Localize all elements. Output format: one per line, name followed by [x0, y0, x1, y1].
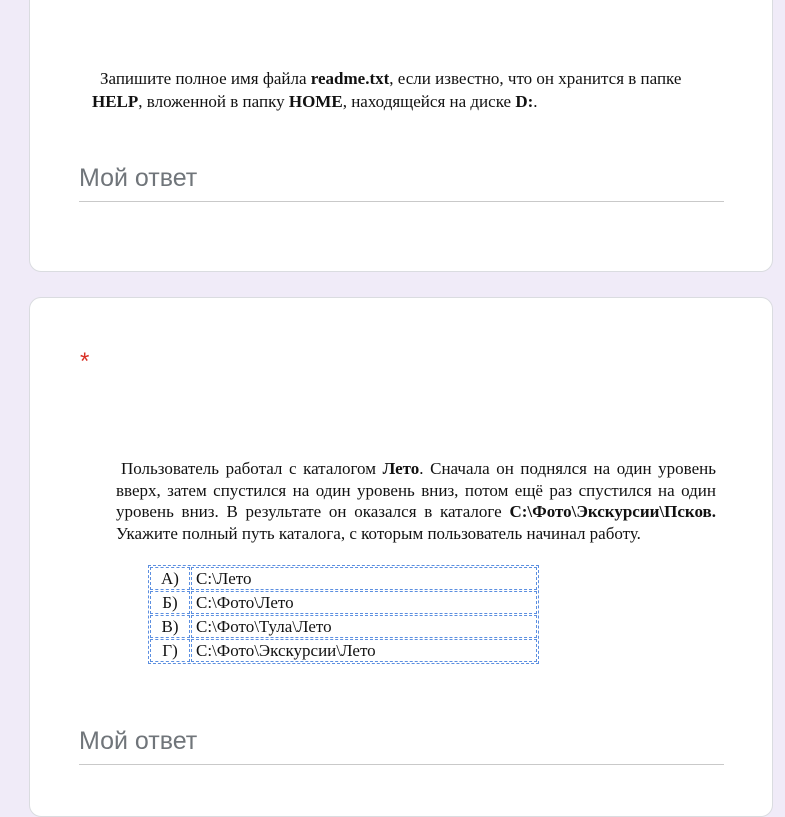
question-1-segment: readme.txt — [310, 69, 390, 88]
option-row — [150, 567, 537, 590]
question-2-segment: Укажите полный путь каталога, с которым пользователь начинал работу. — [116, 523, 641, 543]
question-2-text — [116, 458, 716, 544]
option-row — [150, 591, 537, 614]
answer-input-2[interactable] — [79, 724, 724, 765]
question-card-2 — [29, 297, 773, 817]
question-1-segment: Запишите полное имя файла — [100, 69, 311, 88]
option-letter: Б) — [150, 591, 190, 614]
question-1-segment: , если известно, что он хранится в папке — [389, 69, 682, 88]
question-1-segment: . — [533, 92, 538, 111]
question-2-segment: С:\Фото\Экскурсии\Псков. — [509, 502, 716, 521]
required-asterisk: * — [80, 348, 90, 375]
answer-placeholder: Мой ответ — [79, 164, 198, 192]
answer-input-1[interactable] — [79, 161, 724, 202]
option-path: С:\Фото\Экскурсии\Лето — [191, 639, 537, 662]
question-1-segment: D: — [515, 92, 534, 111]
option-row — [150, 615, 537, 638]
question-1-segment: , находящейся на диске — [342, 92, 516, 111]
question-1-segment: HELP — [92, 92, 139, 111]
option-path: С:\Фото\Тула\Лето — [191, 615, 537, 638]
option-path: С:\Фото\Лето — [191, 591, 537, 614]
option-letter: Г) — [150, 639, 190, 662]
question-2-segment: Пользователь работал с каталогом — [121, 459, 383, 478]
answer-placeholder: Мой ответ — [79, 727, 198, 755]
option-letter: А) — [150, 567, 190, 590]
question-1-segment: HOME — [288, 92, 343, 111]
question-1-text — [92, 67, 732, 113]
question-card-1 — [29, 0, 773, 272]
question-1-segment: , вложенной в папку — [138, 92, 289, 111]
option-letter: В) — [150, 615, 190, 638]
question-2-segment: Лето — [382, 459, 420, 478]
options-table — [148, 565, 539, 664]
question-2-segment: . Сначала он поднялся на один уровень вверх, затем спустился на один уровень вниз, потом ещё раз спустился на один уровень вниз. В результате он оказался в каталоге — [116, 459, 716, 521]
option-row — [150, 639, 537, 662]
option-path: С:\Лето — [191, 567, 537, 590]
